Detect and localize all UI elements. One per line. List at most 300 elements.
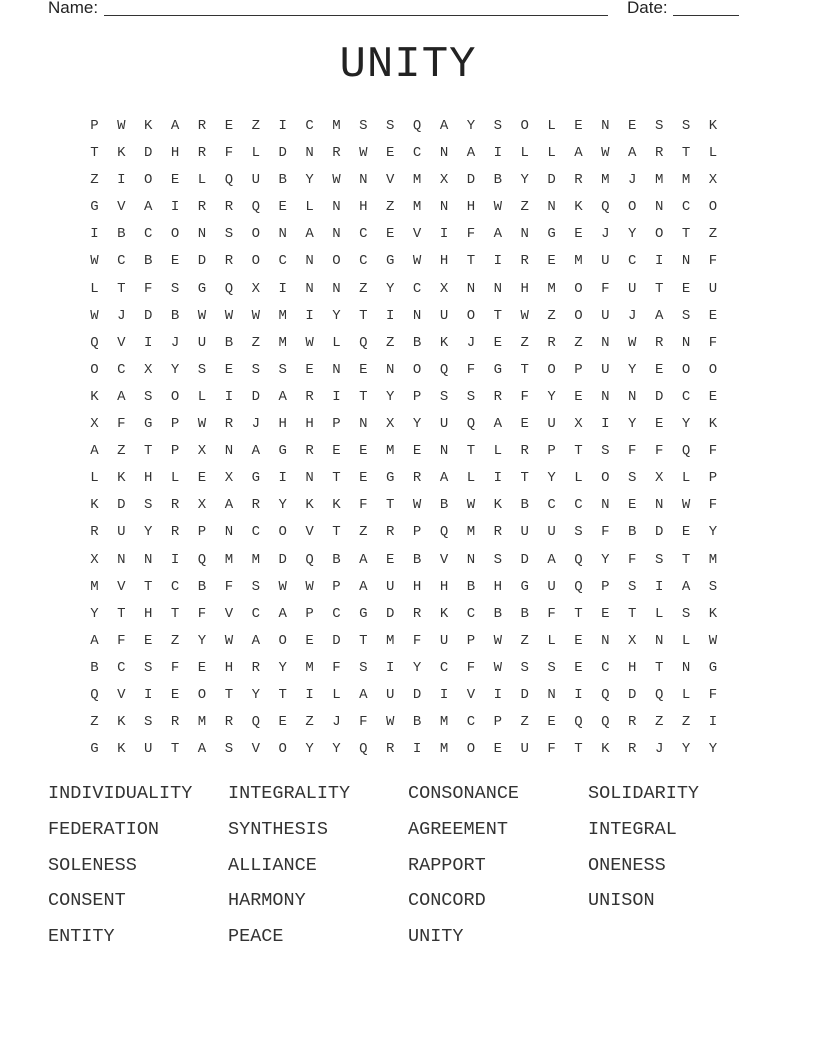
grid-cell[interactable]: T xyxy=(574,443,583,460)
grid-cell[interactable]: K xyxy=(305,497,314,514)
grid-cell[interactable]: V xyxy=(224,605,234,622)
grid-cell[interactable]: L xyxy=(654,605,664,622)
grid-cell[interactable]: I xyxy=(386,307,395,324)
grid-cell[interactable]: E xyxy=(386,226,395,243)
grid-cell[interactable]: Y xyxy=(170,361,180,378)
grid-cell[interactable]: W xyxy=(493,199,502,216)
grid-cell[interactable]: K xyxy=(708,416,718,433)
grid-cell[interactable]: N xyxy=(466,551,476,568)
grid-cell[interactable]: A xyxy=(170,118,180,134)
grid-cell[interactable]: W xyxy=(520,307,529,324)
grid-cell[interactable]: B xyxy=(520,497,529,514)
grid-cell[interactable]: R xyxy=(412,605,422,622)
grid-cell[interactable]: N xyxy=(681,659,691,676)
grid-cell[interactable]: E xyxy=(654,416,664,433)
grid-cell[interactable]: A xyxy=(493,226,502,243)
grid-cell[interactable]: V xyxy=(117,686,126,703)
grid-cell[interactable]: W xyxy=(332,172,341,189)
grid-cell[interactable]: W xyxy=(412,497,422,514)
grid-cell[interactable]: T xyxy=(170,741,180,758)
grid-cell[interactable]: E xyxy=(359,443,368,460)
grid-cell[interactable]: T xyxy=(681,226,691,243)
grid-cell[interactable]: G xyxy=(197,280,207,297)
grid-cell[interactable]: T xyxy=(520,470,529,487)
grid-cell[interactable]: L xyxy=(574,470,583,487)
grid-cell[interactable]: T xyxy=(681,551,691,568)
grid-cell[interactable]: B xyxy=(412,551,422,568)
grid-cell[interactable]: R xyxy=(170,524,180,541)
grid-cell[interactable]: I xyxy=(493,470,502,487)
grid-cell[interactable]: F xyxy=(224,578,234,595)
grid-cell[interactable]: T xyxy=(332,524,341,541)
grid-cell[interactable]: S xyxy=(144,714,153,731)
grid-cell[interactable]: N xyxy=(466,280,476,297)
grid-cell[interactable]: Q xyxy=(681,443,691,460)
grid-cell[interactable]: B xyxy=(439,497,449,514)
grid-cell[interactable]: G xyxy=(708,659,718,676)
grid-cell[interactable]: Y xyxy=(278,497,287,514)
grid-cell[interactable]: T xyxy=(117,605,126,622)
grid-cell[interactable]: Q xyxy=(305,551,314,568)
grid-cell[interactable]: S xyxy=(466,388,476,405)
grid-cell[interactable]: D xyxy=(547,172,556,189)
grid-cell[interactable]: C xyxy=(574,497,583,514)
grid-cell[interactable]: D xyxy=(466,172,476,189)
grid-cell[interactable]: G xyxy=(278,443,287,460)
grid-cell[interactable]: P xyxy=(197,524,207,541)
grid-cell[interactable]: S xyxy=(547,659,556,676)
grid-cell[interactable]: Y xyxy=(601,551,610,568)
grid-cell[interactable]: R xyxy=(493,388,502,405)
grid-cell[interactable]: M xyxy=(197,714,207,731)
grid-cell[interactable]: S xyxy=(144,659,153,676)
grid-cell[interactable]: S xyxy=(601,443,610,460)
grid-cell[interactable]: I xyxy=(654,253,664,270)
grid-cell[interactable]: N xyxy=(654,497,664,514)
grid-cell[interactable]: N xyxy=(547,199,556,216)
grid-cell[interactable]: C xyxy=(547,497,556,514)
grid-cell[interactable]: M xyxy=(224,551,234,568)
grid-cell[interactable]: T xyxy=(278,686,287,703)
grid-cell[interactable]: V xyxy=(412,226,422,243)
grid-cell[interactable]: E xyxy=(412,443,422,460)
grid-cell[interactable]: N xyxy=(305,145,314,162)
grid-cell[interactable]: B xyxy=(90,659,99,676)
grid-cell[interactable]: D xyxy=(654,524,664,541)
grid-cell[interactable]: O xyxy=(278,632,287,649)
grid-cell[interactable]: Y xyxy=(305,741,314,758)
grid-cell[interactable]: O xyxy=(547,361,556,378)
grid-cell[interactable]: V xyxy=(466,686,476,703)
grid-cell[interactable]: P xyxy=(332,416,341,433)
grid-cell[interactable]: F xyxy=(708,686,718,703)
grid-cell[interactable]: G xyxy=(386,470,395,487)
grid-cell[interactable]: Y xyxy=(628,226,637,243)
grid-cell[interactable]: F xyxy=(144,280,153,297)
grid-cell[interactable]: P xyxy=(90,118,99,134)
grid-cell[interactable]: S xyxy=(251,361,260,378)
grid-cell[interactable]: L xyxy=(170,470,180,487)
grid-cell[interactable]: P xyxy=(574,361,583,378)
grid-cell[interactable]: E xyxy=(170,172,180,189)
grid-cell[interactable]: O xyxy=(601,470,610,487)
grid-cell[interactable]: F xyxy=(170,659,180,676)
grid-cell[interactable]: O xyxy=(708,199,718,216)
grid-cell[interactable]: R xyxy=(654,334,664,351)
grid-cell[interactable]: J xyxy=(628,307,637,324)
grid-cell[interactable]: I xyxy=(278,280,287,297)
grid-cell[interactable]: R xyxy=(170,497,180,514)
grid-cell[interactable]: K xyxy=(493,497,502,514)
grid-cell[interactable]: F xyxy=(359,497,368,514)
grid-cell[interactable]: Q xyxy=(439,361,449,378)
grid-cell[interactable]: D xyxy=(628,686,637,703)
grid-cell[interactable]: E xyxy=(574,388,583,405)
grid-cell[interactable]: A xyxy=(90,443,99,460)
grid-cell[interactable]: V xyxy=(117,199,126,216)
grid-cell[interactable]: S xyxy=(251,578,260,595)
grid-cell[interactable]: K xyxy=(117,470,126,487)
grid-cell[interactable]: S xyxy=(708,578,718,595)
grid-cell[interactable]: E xyxy=(681,280,691,297)
grid-cell[interactable]: X xyxy=(251,280,260,297)
grid-cell[interactable]: U xyxy=(601,361,610,378)
grid-cell[interactable]: I xyxy=(493,145,502,162)
grid-cell[interactable]: V xyxy=(117,578,126,595)
grid-cell[interactable]: E xyxy=(493,741,502,758)
grid-cell[interactable]: R xyxy=(251,497,260,514)
grid-cell[interactable]: C xyxy=(117,361,126,378)
grid-cell[interactable]: Z xyxy=(251,334,260,351)
grid-cell[interactable]: B xyxy=(197,578,207,595)
grid-cell[interactable]: X xyxy=(708,172,718,189)
grid-cell[interactable]: R xyxy=(654,145,664,162)
grid-cell[interactable]: H xyxy=(359,199,368,216)
grid-cell[interactable]: B xyxy=(412,334,422,351)
grid-cell[interactable]: A xyxy=(278,605,287,622)
grid-cell[interactable]: Y xyxy=(197,632,207,649)
grid-cell[interactable]: C xyxy=(439,659,449,676)
grid-cell[interactable]: F xyxy=(547,741,556,758)
grid-cell[interactable]: W xyxy=(493,659,502,676)
grid-cell[interactable]: Z xyxy=(681,714,691,731)
grid-cell[interactable]: D xyxy=(251,388,260,405)
grid-cell[interactable]: F xyxy=(654,443,664,460)
grid-cell[interactable]: I xyxy=(332,388,341,405)
grid-cell[interactable]: X xyxy=(439,280,449,297)
grid-cell[interactable]: H xyxy=(520,280,529,297)
grid-cell[interactable]: W xyxy=(224,307,234,324)
grid-cell[interactable]: O xyxy=(170,388,180,405)
grid-cell[interactable]: N xyxy=(601,388,610,405)
grid-cell[interactable]: F xyxy=(520,388,529,405)
grid-cell[interactable]: E xyxy=(601,605,610,622)
grid-cell[interactable]: H xyxy=(144,470,153,487)
grid-cell[interactable]: L xyxy=(197,388,207,405)
grid-cell[interactable]: A xyxy=(547,551,556,568)
grid-cell[interactable]: Y xyxy=(251,686,260,703)
grid-cell[interactable]: Y xyxy=(681,741,691,758)
grid-cell[interactable]: Y xyxy=(708,524,718,541)
grid-cell[interactable]: X xyxy=(628,632,637,649)
grid-cell[interactable]: E xyxy=(654,361,664,378)
grid-cell[interactable]: E xyxy=(305,632,314,649)
grid-cell[interactable]: N xyxy=(305,470,314,487)
grid-cell[interactable]: N xyxy=(681,334,691,351)
grid-cell[interactable]: L xyxy=(547,632,556,649)
grid-cell[interactable]: B xyxy=(170,307,180,324)
grid-cell[interactable]: E xyxy=(708,388,718,405)
grid-cell[interactable]: G xyxy=(144,416,153,433)
grid-cell[interactable]: B xyxy=(332,551,341,568)
grid-cell[interactable]: S xyxy=(681,307,691,324)
grid-cell[interactable]: A xyxy=(359,578,368,595)
grid-cell[interactable]: U xyxy=(547,416,556,433)
grid-cell[interactable]: D xyxy=(520,686,529,703)
grid-cell[interactable]: R xyxy=(90,524,99,541)
grid-cell[interactable]: Z xyxy=(90,714,99,731)
grid-cell[interactable]: A xyxy=(90,632,99,649)
grid-cell[interactable]: D xyxy=(144,307,153,324)
grid-cell[interactable]: T xyxy=(654,280,664,297)
grid-cell[interactable]: M xyxy=(708,551,718,568)
grid-cell[interactable]: M xyxy=(574,253,583,270)
grid-cell[interactable]: Q xyxy=(224,280,234,297)
grid-cell[interactable]: B xyxy=(117,226,126,243)
grid-cell[interactable]: X xyxy=(386,416,395,433)
grid-cell[interactable]: W xyxy=(412,253,422,270)
grid-cell[interactable]: L xyxy=(90,280,99,297)
grid-cell[interactable]: S xyxy=(654,551,664,568)
grid-cell[interactable]: N xyxy=(654,199,664,216)
grid-cell[interactable]: D xyxy=(144,145,153,162)
grid-cell[interactable]: N xyxy=(547,686,556,703)
grid-cell[interactable]: I xyxy=(574,686,583,703)
grid-cell[interactable]: T xyxy=(117,280,126,297)
grid-cell[interactable]: N xyxy=(601,334,610,351)
grid-cell[interactable]: A xyxy=(224,497,234,514)
grid-cell[interactable]: N xyxy=(654,632,664,649)
grid-cell[interactable]: Y xyxy=(386,280,395,297)
grid-cell[interactable]: R xyxy=(251,659,260,676)
grid-cell[interactable]: E xyxy=(708,307,718,324)
grid-cell[interactable]: U xyxy=(439,632,449,649)
grid-cell[interactable]: F xyxy=(117,416,126,433)
grid-cell[interactable]: C xyxy=(628,253,637,270)
grid-cell[interactable]: E xyxy=(332,443,341,460)
grid-cell[interactable]: T xyxy=(574,741,583,758)
grid-cell[interactable]: N xyxy=(224,524,234,541)
grid-cell[interactable]: Z xyxy=(386,199,395,216)
grid-cell[interactable]: Y xyxy=(628,361,637,378)
grid-cell[interactable]: E xyxy=(144,632,153,649)
grid-cell[interactable]: B xyxy=(412,714,422,731)
grid-cell[interactable]: Q xyxy=(359,334,368,351)
grid-cell[interactable]: B xyxy=(493,605,502,622)
grid-cell[interactable]: O xyxy=(520,118,529,134)
grid-cell[interactable]: U xyxy=(601,307,610,324)
grid-cell[interactable]: Q xyxy=(251,199,260,216)
grid-cell[interactable]: U xyxy=(628,280,637,297)
grid-cell[interactable]: U xyxy=(144,741,153,758)
grid-cell[interactable]: R xyxy=(520,253,529,270)
grid-cell[interactable]: Y xyxy=(466,118,476,134)
grid-cell[interactable]: R xyxy=(628,741,637,758)
grid-cell[interactable]: C xyxy=(601,659,610,676)
grid-cell[interactable]: S xyxy=(520,659,529,676)
grid-cell[interactable]: S xyxy=(439,388,449,405)
grid-cell[interactable]: C xyxy=(251,605,260,622)
grid-cell[interactable]: E xyxy=(224,361,234,378)
grid-cell[interactable]: K xyxy=(90,388,99,405)
grid-cell[interactable]: C xyxy=(412,145,422,162)
grid-cell[interactable]: H xyxy=(278,416,287,433)
grid-cell[interactable]: K xyxy=(332,497,341,514)
grid-cell[interactable]: N xyxy=(332,226,341,243)
grid-cell[interactable]: P xyxy=(170,443,180,460)
grid-cell[interactable]: C xyxy=(117,253,126,270)
grid-cell[interactable]: O xyxy=(251,253,260,270)
grid-cell[interactable]: I xyxy=(708,714,718,731)
grid-cell[interactable]: Q xyxy=(412,118,422,134)
grid-cell[interactable]: Y xyxy=(332,741,341,758)
grid-cell[interactable]: C xyxy=(466,605,476,622)
grid-cell[interactable]: J xyxy=(117,307,126,324)
grid-cell[interactable]: T xyxy=(386,497,395,514)
grid-cell[interactable]: K xyxy=(439,334,449,351)
letter-grid[interactable] xyxy=(81,115,726,765)
grid-cell[interactable]: D xyxy=(654,388,664,405)
grid-cell[interactable]: E xyxy=(278,199,287,216)
grid-cell[interactable]: O xyxy=(90,361,99,378)
grid-cell[interactable]: Z xyxy=(386,334,395,351)
grid-cell[interactable]: I xyxy=(305,307,314,324)
grid-cell[interactable]: S xyxy=(681,118,691,134)
grid-cell[interactable]: U xyxy=(547,578,556,595)
grid-cell[interactable]: C xyxy=(332,605,341,622)
grid-cell[interactable]: L xyxy=(547,145,556,162)
grid-cell[interactable]: R xyxy=(493,524,502,541)
grid-cell[interactable]: V xyxy=(251,741,260,758)
grid-cell[interactable]: P xyxy=(601,578,610,595)
grid-cell[interactable]: J xyxy=(654,741,664,758)
grid-cell[interactable]: M xyxy=(251,551,260,568)
grid-cell[interactable]: R xyxy=(224,714,234,731)
grid-cell[interactable]: N xyxy=(332,199,341,216)
grid-cell[interactable]: W xyxy=(681,497,691,514)
grid-cell[interactable]: O xyxy=(332,253,341,270)
grid-cell[interactable]: Q xyxy=(574,714,583,731)
grid-cell[interactable]: Q xyxy=(601,686,610,703)
grid-cell[interactable]: B xyxy=(278,172,287,189)
grid-cell[interactable]: S xyxy=(278,361,287,378)
grid-cell[interactable]: O xyxy=(278,741,287,758)
grid-cell[interactable]: J xyxy=(251,416,260,433)
grid-cell[interactable]: Y xyxy=(90,605,99,622)
grid-cell[interactable]: G xyxy=(251,470,260,487)
grid-cell[interactable]: Y xyxy=(386,388,395,405)
grid-cell[interactable]: Z xyxy=(90,172,99,189)
grid-cell[interactable]: E xyxy=(547,714,556,731)
grid-cell[interactable]: W xyxy=(305,334,314,351)
grid-cell[interactable]: I xyxy=(170,199,180,216)
grid-cell[interactable]: F xyxy=(708,334,718,351)
grid-cell[interactable]: M xyxy=(466,524,476,541)
grid-cell[interactable]: N xyxy=(439,443,449,460)
grid-cell[interactable]: J xyxy=(170,334,180,351)
grid-cell[interactable]: C xyxy=(251,524,260,541)
grid-cell[interactable]: X xyxy=(197,497,207,514)
grid-cell[interactable]: T xyxy=(681,145,691,162)
grid-cell[interactable]: N xyxy=(305,253,314,270)
grid-cell[interactable]: N xyxy=(628,388,637,405)
grid-cell[interactable]: I xyxy=(278,118,287,134)
grid-cell[interactable]: E xyxy=(170,253,180,270)
grid-cell[interactable]: S xyxy=(144,497,153,514)
grid-cell[interactable]: Q xyxy=(466,416,476,433)
grid-cell[interactable]: K xyxy=(439,605,449,622)
grid-cell[interactable]: Z xyxy=(574,334,583,351)
grid-cell[interactable]: C xyxy=(412,280,422,297)
grid-cell[interactable]: Z xyxy=(520,632,529,649)
grid-cell[interactable]: N xyxy=(278,226,287,243)
grid-cell[interactable]: Y xyxy=(547,470,556,487)
grid-cell[interactable]: Y xyxy=(547,388,556,405)
grid-cell[interactable]: Q xyxy=(601,714,610,731)
grid-cell[interactable]: F xyxy=(628,443,637,460)
grid-cell[interactable]: X xyxy=(197,443,207,460)
grid-cell[interactable]: I xyxy=(439,226,449,243)
grid-cell[interactable]: O xyxy=(628,199,637,216)
grid-cell[interactable]: P xyxy=(466,632,476,649)
grid-cell[interactable]: K xyxy=(601,741,610,758)
grid-cell[interactable]: S xyxy=(493,551,502,568)
grid-cell[interactable]: E xyxy=(520,416,529,433)
grid-cell[interactable]: H xyxy=(628,659,637,676)
grid-cell[interactable]: W xyxy=(117,118,126,134)
grid-cell[interactable]: N xyxy=(359,416,368,433)
grid-cell[interactable]: K xyxy=(708,605,718,622)
grid-cell[interactable]: F xyxy=(359,714,368,731)
grid-cell[interactable]: U xyxy=(439,416,449,433)
grid-cell[interactable]: Y xyxy=(412,416,422,433)
grid-cell[interactable]: L xyxy=(681,470,691,487)
grid-cell[interactable]: C xyxy=(359,226,368,243)
grid-cell[interactable]: E xyxy=(628,497,637,514)
grid-cell[interactable]: H xyxy=(412,578,422,595)
grid-cell[interactable]: L xyxy=(332,686,341,703)
grid-cell[interactable]: R xyxy=(332,145,341,162)
grid-cell[interactable]: S xyxy=(144,388,153,405)
grid-cell[interactable]: O xyxy=(251,226,260,243)
date-field[interactable] xyxy=(673,0,739,16)
grid-cell[interactable]: K xyxy=(117,145,126,162)
grid-cell[interactable]: K xyxy=(90,497,99,514)
grid-cell[interactable]: Y xyxy=(144,524,153,541)
grid-cell[interactable]: R xyxy=(305,443,314,460)
grid-cell[interactable]: G xyxy=(520,578,529,595)
grid-cell[interactable]: S xyxy=(359,118,368,134)
grid-cell[interactable]: S xyxy=(197,361,207,378)
grid-cell[interactable]: Y xyxy=(278,659,287,676)
grid-cell[interactable]: E xyxy=(628,118,637,134)
grid-cell[interactable]: E xyxy=(359,470,368,487)
grid-cell[interactable]: X xyxy=(224,470,234,487)
grid-cell[interactable]: U xyxy=(386,578,395,595)
grid-cell[interactable]: O xyxy=(412,361,422,378)
grid-cell[interactable]: I xyxy=(412,741,422,758)
grid-cell[interactable]: T xyxy=(493,307,502,324)
